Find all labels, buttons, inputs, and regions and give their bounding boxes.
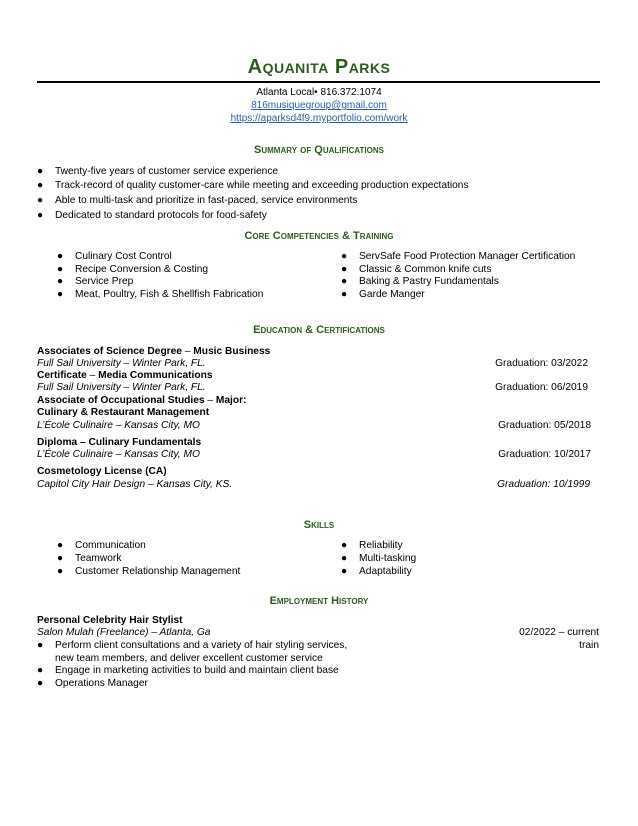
competencies-heading: Core Competencies & Training bbox=[244, 230, 394, 242]
bullet-icon: ● bbox=[37, 166, 44, 177]
competency-item: ● ServSafe Food Protection Manager Certification bbox=[341, 251, 576, 262]
skill-item: ● Adaptability bbox=[341, 566, 412, 577]
bullet-icon: ● bbox=[57, 276, 64, 287]
education-grad-date: Graduation: 10/2017 bbox=[498, 449, 591, 460]
employment-bullet: ● Engage in marketing activities to build and maintain client base bbox=[37, 665, 339, 676]
contact-line: Atlanta Local• 816.372.1074 bbox=[256, 87, 382, 98]
education-grad-date: Graduation: 10/1999 bbox=[497, 479, 590, 490]
bullet-icon: ● bbox=[37, 180, 44, 191]
education-degree: Associates of Science Degree – Music Business bbox=[37, 346, 271, 357]
competency-item: ● Culinary Cost Control bbox=[57, 251, 172, 262]
education-school: L’École Culinaire – Kansas City, MO bbox=[37, 449, 200, 460]
bullet-icon: ● bbox=[37, 665, 44, 676]
bullet-icon: ● bbox=[57, 540, 64, 551]
education-grad-date: Graduation: 05/2018 bbox=[498, 420, 591, 431]
bullet-icon: ● bbox=[37, 678, 44, 689]
summary-item: ● Able to multi-task and prioritize in fast-paced, service environments bbox=[37, 195, 358, 206]
education-degree: Cosmetology License (CA) bbox=[37, 466, 167, 477]
portfolio-link[interactable]: https://aparksd4f9.myportfolio.com/work bbox=[230, 113, 408, 124]
education-school: L’École Culinaire – Kansas City, MO bbox=[37, 420, 200, 431]
competency-item: ● Service Prep bbox=[57, 276, 134, 287]
summary-heading: Summary of Qualifications bbox=[254, 144, 384, 156]
competency-item: ● Meat, Poultry, Fish & Shellfish Fabrication bbox=[57, 289, 264, 300]
education-school: Full Sail University – Winter Park, FL. bbox=[37, 358, 206, 369]
bullet-icon: ● bbox=[57, 289, 64, 300]
summary-item: ● Track-record of quality customer-care while meeting and exceeding production expectations bbox=[37, 180, 469, 191]
employer: Salon Mulah (Freelance) – Atlanta, Ga bbox=[37, 627, 211, 638]
skill-item: ● Reliability bbox=[341, 540, 403, 551]
bullet-icon: ● bbox=[341, 276, 348, 287]
bullet-icon: ● bbox=[57, 264, 64, 275]
bullet-icon: ● bbox=[341, 264, 348, 275]
job-title: Personal Celebrity Hair Stylist bbox=[37, 615, 183, 626]
education-school: Full Sail University – Winter Park, FL. bbox=[37, 382, 206, 393]
employment-bullet: ● Operations Manager bbox=[37, 678, 148, 689]
employment-bullet: ● Perform client consultations and a variety of hair styling services, bbox=[37, 640, 348, 651]
skill-item: ● Customer Relationship Management bbox=[57, 566, 241, 577]
education-grad-date: Graduation: 06/2019 bbox=[495, 382, 588, 393]
education-degree: Certificate – Media Communications bbox=[37, 370, 213, 381]
email-link-row bbox=[0, 100, 638, 111]
competency-item: ● Recipe Conversion & Costing bbox=[57, 264, 209, 275]
education-degree: Associate of Occupational Studies – Major: bbox=[37, 395, 247, 406]
employment-dates: 02/2022 – current bbox=[519, 627, 599, 638]
portfolio-link-row bbox=[0, 113, 638, 124]
bullet-icon: ● bbox=[57, 553, 64, 564]
skill-item: ● Teamwork bbox=[57, 553, 122, 564]
education-heading: Education & Certifications bbox=[253, 324, 385, 336]
employment-trailing-text: train bbox=[579, 640, 599, 651]
competency-item: ● Garde Manger bbox=[341, 289, 425, 300]
candidate-name: Aquanita Parks bbox=[247, 56, 391, 78]
skills-heading: Skills bbox=[303, 519, 335, 531]
summary-item: ● Twenty-five years of customer service experience bbox=[37, 166, 279, 177]
competency-item: ● Baking & Pastry Fundamentals bbox=[341, 276, 499, 287]
bullet-icon: ● bbox=[341, 251, 348, 262]
bullet-icon: ● bbox=[37, 210, 44, 221]
education-major: Culinary & Restaurant Management bbox=[37, 407, 210, 418]
bullet-icon: ● bbox=[341, 566, 348, 577]
header-divider bbox=[37, 81, 600, 83]
bullet-icon: ● bbox=[37, 640, 44, 651]
employment-bullet-continuation: new team members, and deliver excellent customer service bbox=[55, 653, 323, 664]
bullet-icon: ● bbox=[57, 251, 64, 262]
employment-heading: Employment History bbox=[269, 595, 369, 607]
bullet-icon: ● bbox=[341, 289, 348, 300]
competency-item: ● Classic & Common knife cuts bbox=[341, 264, 492, 275]
bullet-icon: ● bbox=[341, 540, 348, 551]
bullet-icon: ● bbox=[37, 195, 44, 206]
skill-item: ● Communication bbox=[57, 540, 146, 551]
skill-item: ● Multi-tasking bbox=[341, 553, 417, 564]
education-grad-date: Graduation: 03/2022 bbox=[495, 358, 588, 369]
education-school: Capitol City Hair Design – Kansas City, KS. bbox=[37, 479, 233, 490]
education-degree: Diploma – Culinary Fundamentals bbox=[37, 437, 202, 448]
bullet-icon: ● bbox=[57, 566, 64, 577]
bullet-icon: ● bbox=[341, 553, 348, 564]
summary-item: ● Dedicated to standard protocols for food-safety bbox=[37, 210, 267, 221]
email-link[interactable]: 816musiquegroup@gmail.com bbox=[251, 100, 387, 111]
